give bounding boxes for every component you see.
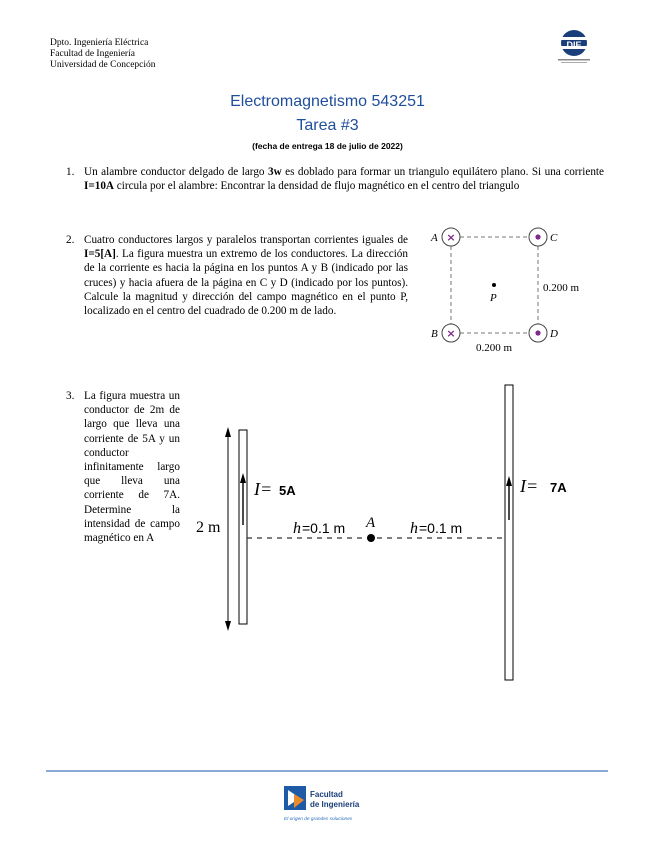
label-p: P [490,292,497,304]
logo-line-2: de Ingeniería [310,800,360,809]
problem-1-number: 1. [66,166,75,178]
h-symbol-left: h [293,520,301,537]
figure-two-wires [190,385,567,685]
current-right-label: 7A [550,480,567,495]
label-c: C [550,232,558,244]
problem-1-text: Un alambre conductor delgado de largo 3w es doblado para formar un triangulo equilátero plano. Si una corriente I=10A circula por el alambre: Encontrar la densidad de flujo magnético en el centro del triangulo [84,166,604,193]
svg-text:DIE: DIE [566,40,582,50]
h-left-value: =0.1 m [302,520,346,536]
h-right-value: =0.1 m [419,520,463,536]
label-a: A [431,232,438,244]
cross-a-icon: × [446,231,456,244]
label-b: B [431,328,438,340]
point-a-label: A [366,515,376,531]
side-right-label: 0.200 m [543,282,580,294]
point-a-dot [367,534,375,542]
assignment-title: Tarea #3 [296,117,359,134]
facultad-logo [282,784,376,824]
wire-infinite [505,385,513,680]
due-date: (fecha de entrega 18 de julio de 2022) [252,141,403,151]
dot-d-icon [535,330,540,335]
current-left-label: 5A [279,483,296,498]
i-symbol-left: I= [254,479,273,499]
wire-2m [239,430,247,624]
die-logo [552,28,600,68]
problem-2-text: Cuatro conductores largos y paralelos transportan corrientes iguales de I=5[A]. La figura muestra un extremo de los conductores. La dirección de la corriente es hacia la página en los puntos A y B (indicado por las cruces) y hacia afuera de la página en C y D (indicado por los puntos). Calcule la magnitud y dirección del campo magnético en el punto P, localizado en el centro del cuadrado de 0.200 m de lado. [84,234,408,318]
length-label: 2 m [196,519,221,536]
label-d: D [550,328,558,340]
dot-c-icon [535,234,540,239]
header-line-1: Dpto. Ingeniería Eléctrica [50,38,149,48]
problem-3-number: 3. [66,390,75,402]
logo-line-1: Facultad [310,790,343,799]
cross-b-icon: × [446,327,456,340]
header-line-3: Universidad de Concepción [50,60,156,70]
problem-3-text: La figura muestra un conductor de 2m de largo que lleva una corriente de 5A y un conductor infinitamente largo que lleva una corriente de 7A. Determine la intensidad de campo magnético en A [84,390,180,545]
i-symbol-right: I= [520,476,539,496]
footer-divider [46,770,608,772]
logo-tagline: El origen de grandes soluciones [284,817,353,822]
side-bottom-label: 0.200 m [476,342,513,354]
figure-square-conductors [418,222,608,362]
h-symbol-right: h [410,520,418,537]
point-p-dot [492,283,496,287]
header-line-2: Facultad de Ingeniería [50,49,135,59]
department-header [50,38,156,71]
course-title: Electromagnetismo 543251 [230,93,425,110]
problem-2-number: 2. [66,234,75,246]
